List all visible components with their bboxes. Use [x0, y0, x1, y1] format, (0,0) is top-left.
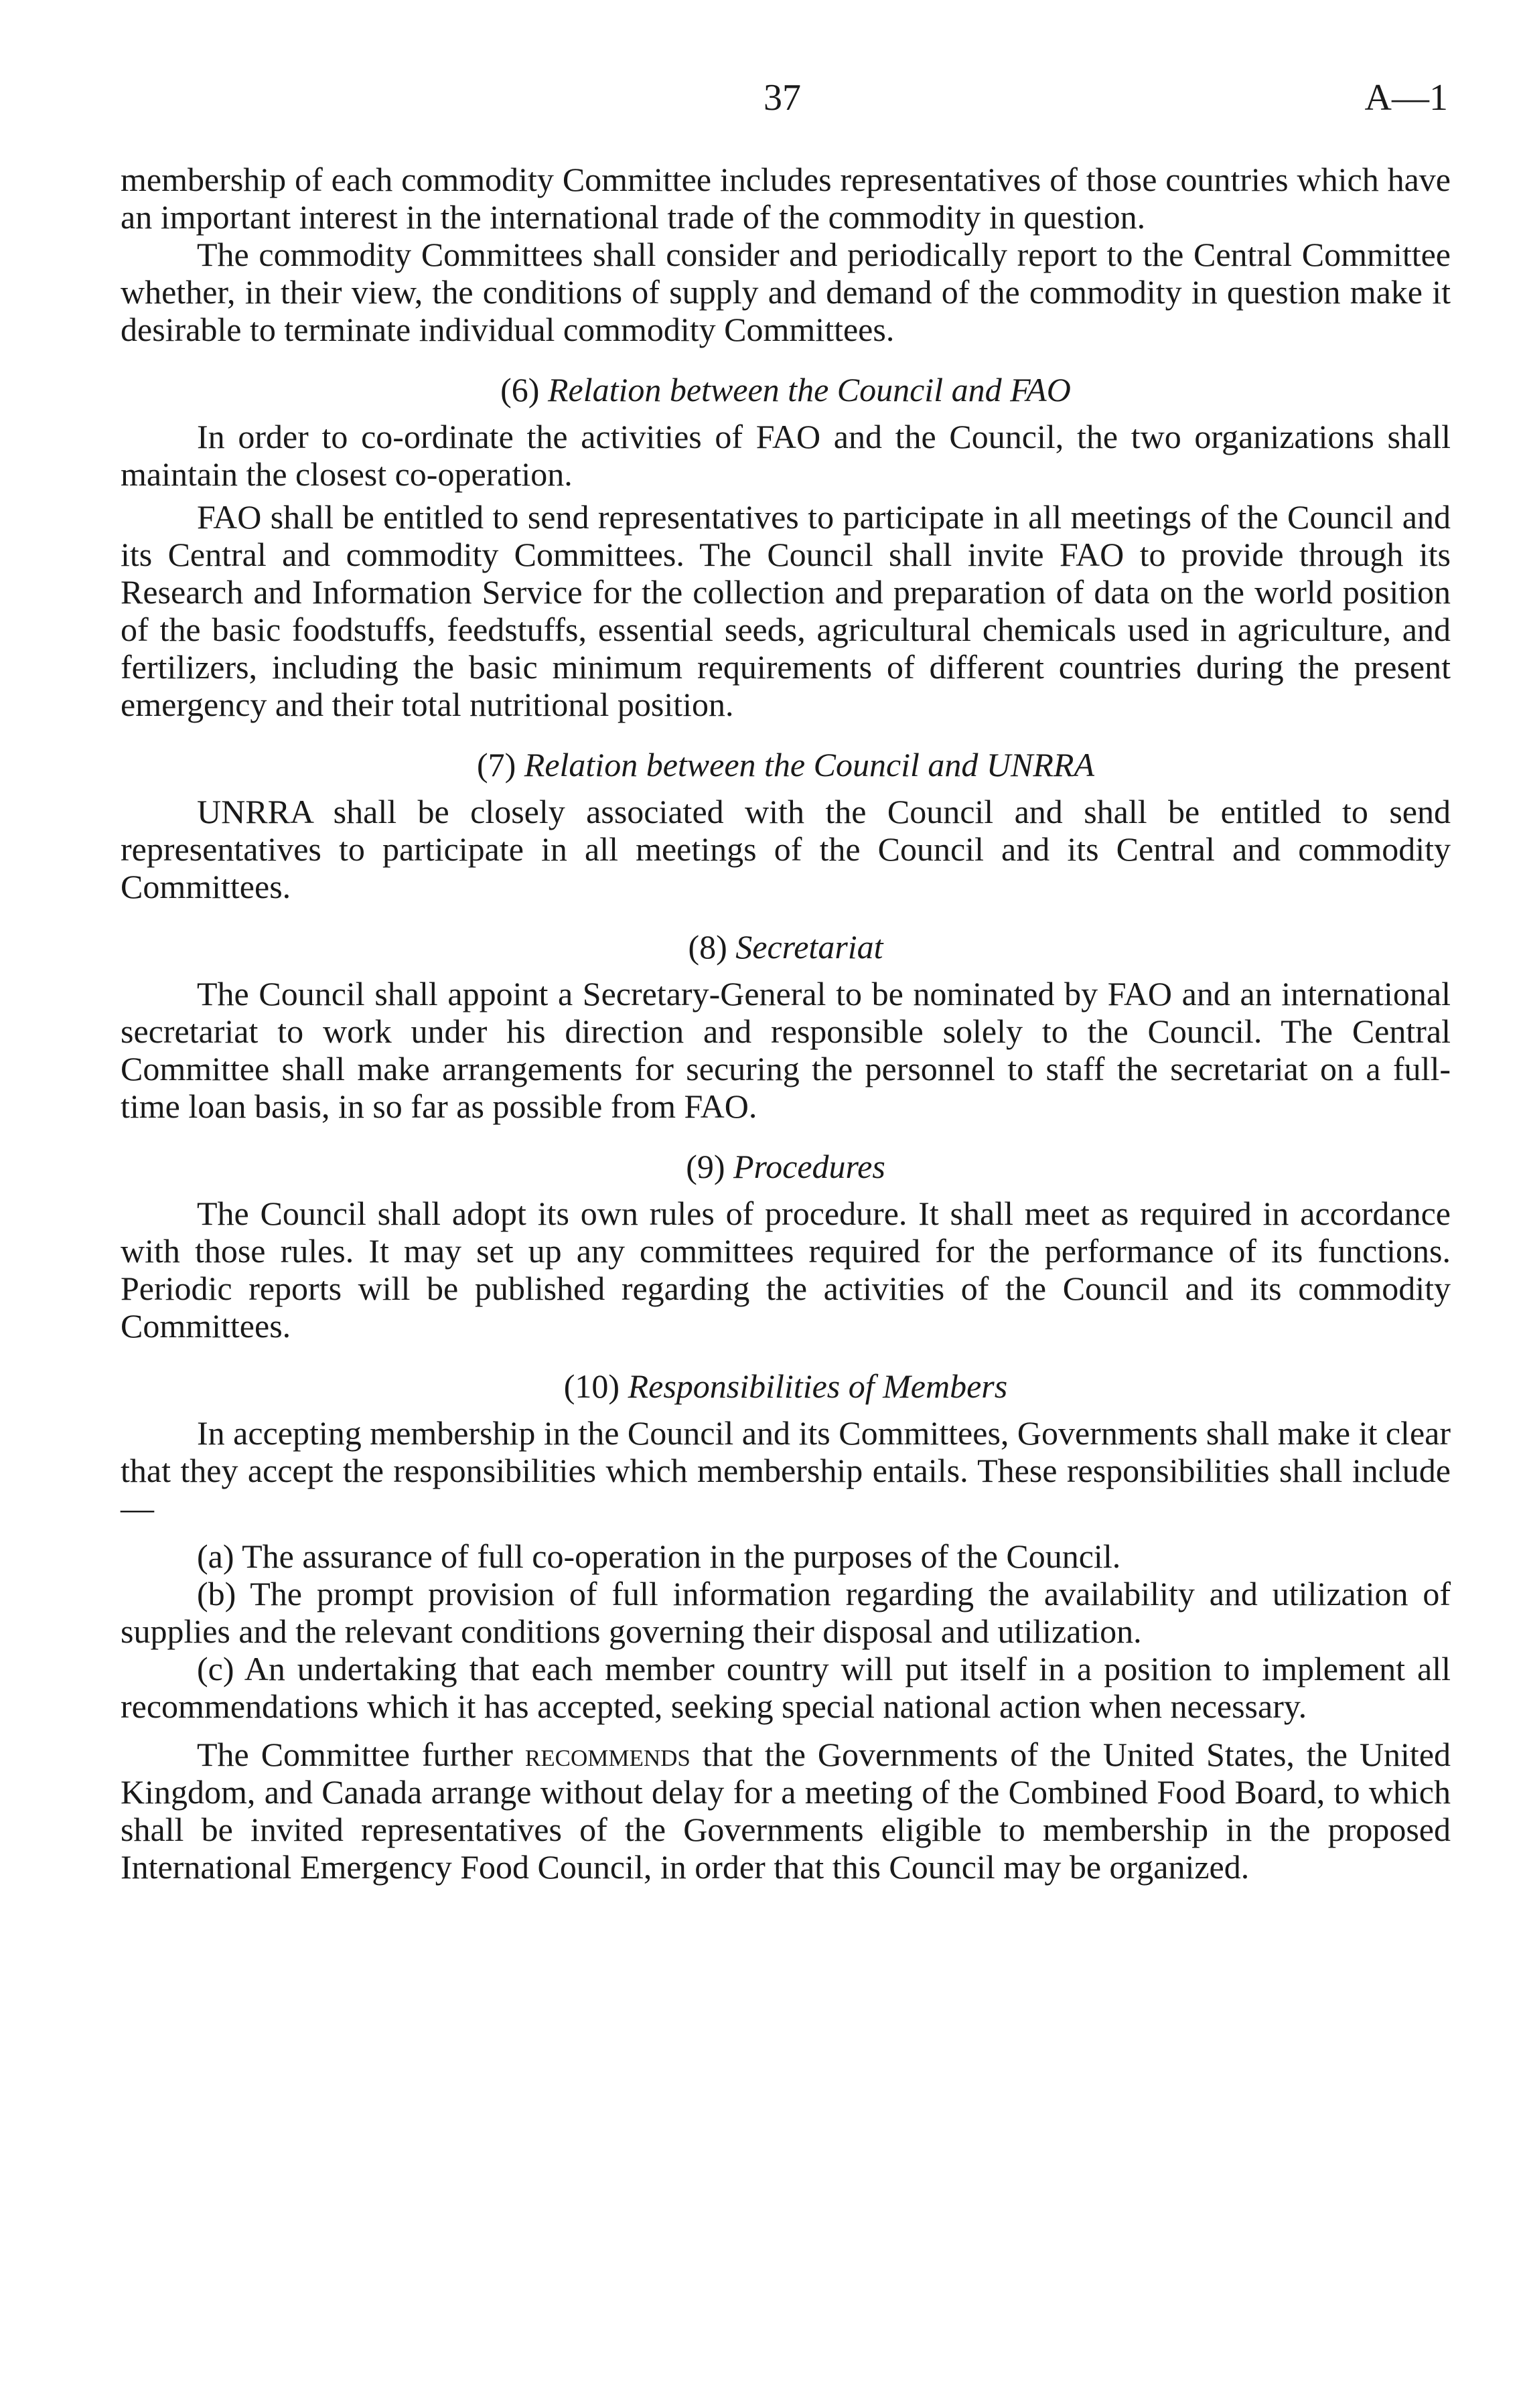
section-title: Secretariat: [735, 928, 883, 966]
section-title: Relation between the Council and FAO: [547, 371, 1071, 408]
section-heading-7: [121, 746, 1451, 783]
section-title: Relation between the Council and UNRRA: [524, 746, 1095, 783]
document-reference: A—1: [1364, 77, 1448, 119]
section-number: (8): [688, 928, 727, 966]
document-body: [121, 161, 1451, 1886]
section-heading-10: [121, 1367, 1451, 1405]
section-heading-9: [121, 1148, 1451, 1185]
section-number: (9): [686, 1148, 725, 1185]
section-heading-8: [121, 928, 1451, 966]
paragraph-section6-2: FAO shall be entitled to send representatives to participate in all meetings of the Council and its Central and commodity Committees. The Council shall invite FAO to provide through its Research and Information Service for the collection and preparation of data on the world position of the basic foodstuffs, feedstuffs, essential seeds, agricultural chemicals used in agriculture, and fertilizers, including the basic minimum requirements of different countries during the present emergency and their total nutritional position.: [121, 498, 1451, 723]
section-title: Procedures: [733, 1148, 885, 1185]
list-item-text: The prompt provision of full information regarding the availability and utilization of supplies and the relevant conditions governing their disposal and utilization.: [121, 1575, 1451, 1650]
list-item-label: (c): [197, 1650, 234, 1687]
section-number: (7): [476, 746, 516, 783]
closing-keyword: recommends: [524, 1736, 691, 1773]
list-item-text: An undertaking that each member country will put itself in a position to implement all recommendations which it has accepted, seeking special national action when necessary.: [121, 1650, 1451, 1725]
closing-lead: The Committee further: [197, 1736, 513, 1773]
list-item-label: (b): [197, 1575, 236, 1612]
closing-rest: that the Governments of the United States, the United Kingdom, and Canada arrange without delay for a meeting of the Combined Food Board, to which shall be invited representatives of the Governments eligible to membership in the proposed International Emergency Food Council, in order that this Council may be organized.: [121, 1736, 1451, 1886]
paragraph-section9-1: The Council shall adopt its own rules of procedure. It shall meet as required in accordance with those rules. It may set up any committees required for the performance of its functions. Periodic reports will be published regarding the activities of the Council and its commodity Committees.: [121, 1195, 1451, 1345]
list-item-text: The assurance of full co-operation in the purposes of the Council.: [242, 1537, 1121, 1575]
paragraph-section10-1: In accepting membership in the Council and its Committees, Governments shall make it clear that they accept the responsibilities which membership entails. These responsibilities shall include—: [121, 1414, 1451, 1527]
page-number: 37: [764, 77, 801, 119]
list-item: [121, 1650, 1451, 1725]
list-item-label: (a): [197, 1537, 234, 1575]
paragraph-section7-1: UNRRA shall be closely associated with the Council and shall be entitled to send representatives to participate in all meetings of the Council and its Central and commodity Committees.: [121, 793, 1451, 905]
paragraph-commodity-committees: The commodity Committees shall consider and periodically report to the Central Committee whether, in their view, the conditions of supply and demand of the commodity in question make it desirable to terminate individual commodity Committees.: [121, 236, 1451, 348]
paragraph-section6-1: In order to co-ordinate the activities of FAO and the Council, the two organizations shall maintain the closest co-operation.: [121, 418, 1451, 493]
section-title: Responsibilities of Members: [628, 1367, 1008, 1405]
section-heading-6: [121, 371, 1451, 408]
paragraph-section8-1: The Council shall appoint a Secretary-General to be nominated by FAO and an international secretariat to work under his direction and responsible solely to the Council. The Central Committee shall make arrangements for securing the personnel to staff the secretariat on a full-time loan basis, in so far as possible from FAO.: [121, 975, 1451, 1125]
section-number: (10): [563, 1367, 620, 1405]
paragraph-closing: [121, 1736, 1451, 1886]
paragraph-intro: membership of each commodity Committee includes representatives of those countries which have an important interest in the international trade of the commodity in question.: [121, 161, 1451, 236]
section-number: (6): [500, 371, 540, 408]
list-item: [121, 1575, 1451, 1650]
list-item: [121, 1537, 1451, 1575]
